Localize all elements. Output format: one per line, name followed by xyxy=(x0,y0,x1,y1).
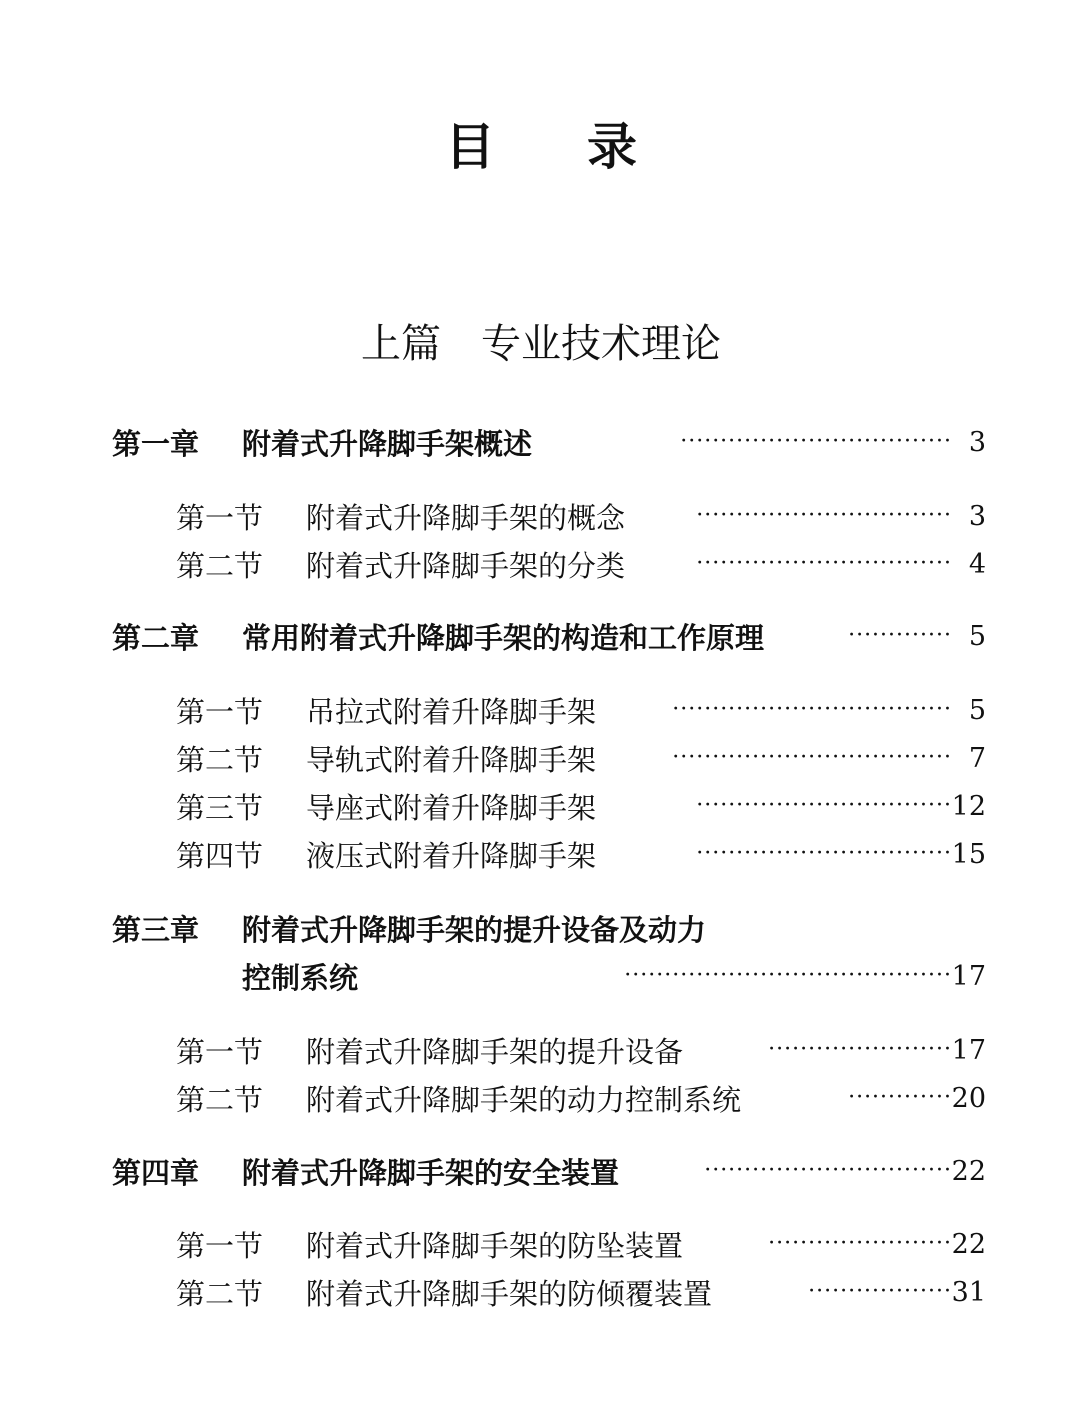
toc-entry-title: 常用附着式升降脚手架的构造和工作原理 xyxy=(242,620,765,655)
toc-leader-dots: ·································· xyxy=(680,429,952,454)
toc-entry-section[interactable] xyxy=(0,786,1082,826)
toc-entry-title: 附着式升降脚手架的安全装置 xyxy=(242,1155,620,1190)
toc-entry-title: 控制系统 xyxy=(242,960,359,995)
toc-page-number: 17 xyxy=(951,960,986,992)
toc-leader-dots: ································ xyxy=(696,793,952,818)
toc-entry-title: 导座式附着升降脚手架 xyxy=(306,790,597,825)
toc-entry-section[interactable] xyxy=(0,544,1082,584)
toc-entry-number: 第二节 xyxy=(176,1082,264,1117)
toc-page-number: 12 xyxy=(951,790,986,822)
toc-entry-chapter-continued[interactable] xyxy=(0,956,1082,996)
toc-leader-dots: ······················· xyxy=(768,1231,952,1256)
toc-entry-section[interactable] xyxy=(0,1272,1082,1312)
toc-leader-dots: ·················· xyxy=(808,1279,952,1304)
toc-entry-title: 导轨式附着升降脚手架 xyxy=(306,742,597,777)
toc-entry-number: 第四节 xyxy=(176,838,264,873)
toc-entry-section[interactable] xyxy=(0,1030,1082,1070)
toc-leader-dots: ································ xyxy=(696,841,952,866)
toc-page-number: 20 xyxy=(951,1082,986,1114)
toc-entry-number: 第一节 xyxy=(176,1034,264,1069)
toc-entry-title: 附着式升降脚手架的提升设备及动力 xyxy=(242,912,707,947)
toc-entry-number: 第一节 xyxy=(176,1228,264,1263)
toc-page-number: 3 xyxy=(968,500,986,532)
toc-entry-section[interactable] xyxy=(0,1078,1082,1118)
toc-entry-number: 第一节 xyxy=(176,500,264,535)
toc-page-number: 17 xyxy=(951,1034,986,1066)
toc-entry-number: 第一节 xyxy=(176,694,264,729)
toc-entry-title: 附着式升降脚手架的提升设备 xyxy=(306,1034,684,1069)
toc-entry-section[interactable] xyxy=(0,834,1082,874)
toc-entry-number: 第三节 xyxy=(176,790,264,825)
part-label: 上篇 xyxy=(361,321,441,367)
toc-page-number: 31 xyxy=(951,1276,986,1308)
toc-entry-title: 附着式升降脚手架概述 xyxy=(242,426,533,461)
toc-leader-dots: ············· xyxy=(848,1085,952,1110)
toc-entry-section[interactable] xyxy=(0,496,1082,536)
toc-leader-dots: ································ xyxy=(696,503,952,528)
toc-leader-dots: ······················· xyxy=(768,1037,952,1062)
part-name: 专业技术理论 xyxy=(481,321,721,367)
toc-entry-title: 附着式升降脚手架的动力控制系统 xyxy=(306,1082,742,1117)
toc-entry-chapter[interactable] xyxy=(0,616,1082,656)
toc-leader-dots: ············· xyxy=(848,623,952,648)
toc-entry-title: 附着式升降脚手架的分类 xyxy=(306,548,626,583)
toc-page-number: 15 xyxy=(951,838,986,870)
toc-entry-number: 第二章 xyxy=(112,620,200,655)
toc-entry-number: 第四章 xyxy=(112,1155,200,1190)
toc-entry-section[interactable] xyxy=(0,738,1082,778)
toc-leader-dots: ········································· xyxy=(624,963,952,988)
toc-page-number: 7 xyxy=(968,742,986,774)
toc-page-number: 22 xyxy=(951,1228,986,1260)
toc-entry-title: 附着式升降脚手架的概念 xyxy=(306,500,626,535)
toc-leader-dots: ··································· xyxy=(672,697,952,722)
toc-page-number: 5 xyxy=(968,620,986,652)
toc-entry-number: 第二节 xyxy=(176,1276,264,1311)
toc-entry-number: 第二节 xyxy=(176,742,264,777)
toc-page-number: 4 xyxy=(968,548,986,580)
toc-entry-section[interactable] xyxy=(0,1224,1082,1264)
toc-leader-dots: ································ xyxy=(696,551,952,576)
toc-page-number: 5 xyxy=(968,694,986,726)
page-title-left: 目 xyxy=(445,118,495,176)
toc-entry-number: 第三章 xyxy=(112,912,200,947)
toc-entry-chapter[interactable] xyxy=(0,908,1082,948)
toc-page-number: 22 xyxy=(951,1155,986,1187)
toc-leader-dots: ··································· xyxy=(672,745,952,770)
toc-entry-section[interactable] xyxy=(0,690,1082,730)
toc-entry-chapter[interactable] xyxy=(0,1151,1082,1191)
toc-entry-chapter[interactable] xyxy=(0,422,1082,462)
toc-entry-number: 第二节 xyxy=(176,548,264,583)
toc-entry-title: 吊拉式附着升降脚手架 xyxy=(306,694,597,729)
toc-entry-title: 附着式升降脚手架的防坠装置 xyxy=(306,1228,684,1263)
toc-entry-title: 附着式升降脚手架的防倾覆装置 xyxy=(306,1276,713,1311)
toc-entry-title: 液压式附着升降脚手架 xyxy=(306,838,597,873)
page-title-right: 录 xyxy=(587,118,637,176)
toc-leader-dots: ······························· xyxy=(704,1158,952,1183)
toc-page-number: 3 xyxy=(968,426,986,458)
toc-entry-number: 第一章 xyxy=(112,426,200,461)
